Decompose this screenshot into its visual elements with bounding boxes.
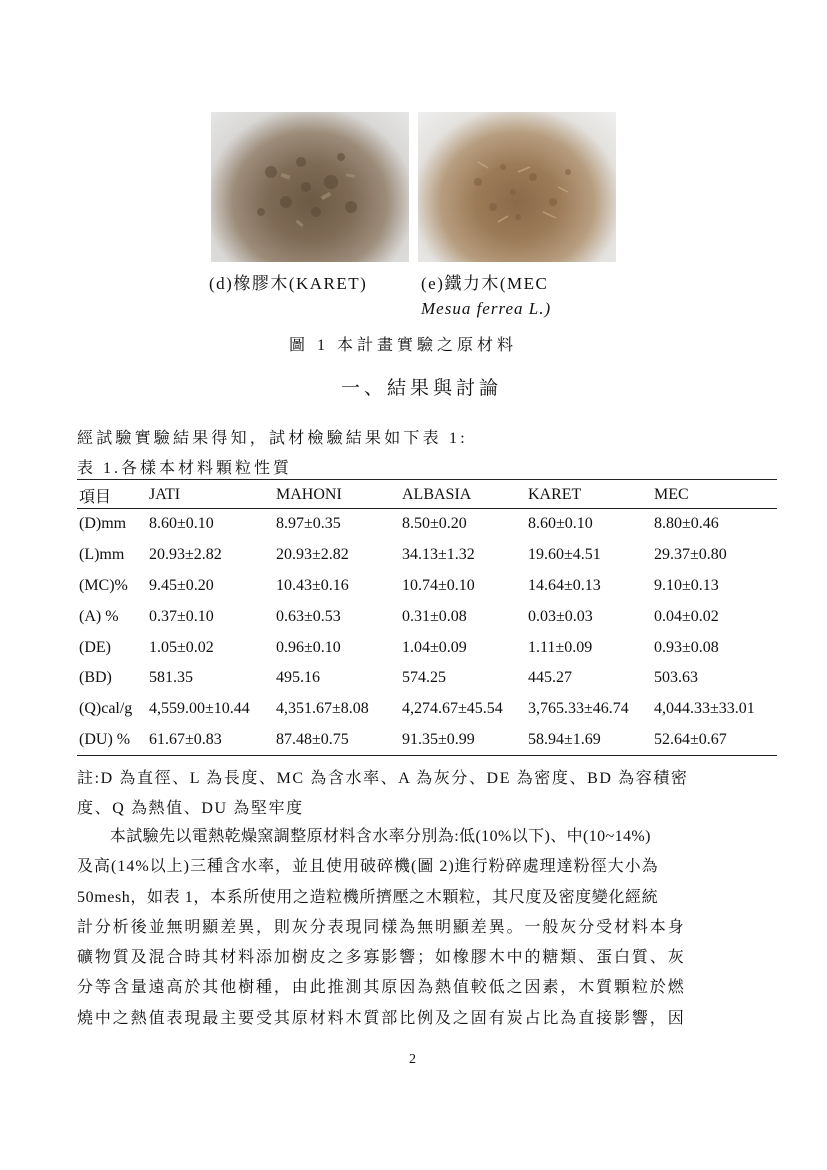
table-cell: 1.04±0.09 — [402, 638, 467, 656]
paragraph-line: 分等含量遠高於其他樹種，由此推測其原因為熱值較低之因素，木質顆粒於燃 — [77, 979, 686, 997]
row-label: (L)mm — [79, 546, 125, 564]
figure-caption: 圖 1 本計畫實驗之原材料 — [289, 337, 518, 354]
table-row — [77, 694, 777, 725]
wood-chip-texture-e — [418, 112, 616, 262]
caption-e-line1: (e)鐵力木(MEC — [421, 274, 549, 293]
row-label: (A) % — [79, 607, 119, 625]
table-row — [77, 632, 777, 663]
table-title: 表 1.各樣本材料顆粒性質 — [77, 460, 293, 477]
section-heading: 一、結果與討論 — [341, 378, 503, 399]
page-number: 2 — [409, 1052, 416, 1067]
table-cell: 8.97±0.35 — [276, 515, 341, 533]
table-cell: 8.50±0.20 — [402, 515, 467, 533]
row-label: (D)mm — [79, 515, 127, 533]
table-row — [77, 509, 777, 540]
intro-text: 經試驗實驗結果得知，試材檢驗結果如下表 1: — [77, 430, 468, 447]
paragraph-line: 及高(14%以上)三種含水率，並且使用破碎機(圖 2)進行粉碎處理達粉徑大小為 — [77, 858, 659, 876]
table-cell: 0.96±0.10 — [276, 638, 341, 656]
table-cell: 0.31±0.08 — [402, 607, 467, 625]
photo-rubberwood-chips — [211, 112, 409, 262]
photo-ironwood-chips — [418, 112, 616, 262]
table-row — [77, 725, 777, 756]
table-cell: 4,274.67±45.54 — [402, 700, 503, 718]
paragraph-line: 燒中之熱值表現最主要受其原材料木質部比例及之固有炭占比為直接影響，因 — [77, 1009, 686, 1027]
table-row — [77, 571, 777, 602]
table-note-line2: 度、Q 為熱值、DU 為堅牢度 — [77, 800, 304, 817]
table-cell: 0.93±0.08 — [654, 638, 719, 656]
table-row — [77, 601, 777, 632]
wood-chip-texture-d — [211, 112, 409, 262]
table-cell: 29.37±0.80 — [654, 546, 727, 564]
table-note-line1: 註:D 為直徑、L 為長度、MC 為含水率、A 為灰分、DE 為密度、BD 為容積密 — [77, 770, 689, 787]
column-header: MAHONI — [276, 486, 342, 503]
table-cell: 19.60±4.51 — [528, 546, 601, 564]
row-label: (Q)cal/g — [79, 700, 133, 718]
column-header: KARET — [528, 486, 582, 503]
table-cell: 14.64±0.13 — [528, 576, 601, 594]
table-cell: 581.35 — [149, 669, 193, 687]
table-cell: 58.94±1.69 — [528, 730, 601, 748]
table-cell: 445.27 — [528, 669, 572, 687]
paragraph-line: 計分析後並無明顯差異，則灰分表現同樣為無明顯差異。一般灰分受材料本身 — [77, 918, 686, 936]
column-header: MEC — [654, 486, 689, 503]
row-label: (DE) — [79, 638, 111, 656]
body-paragraph — [77, 822, 777, 1034]
table-cell: 34.13±1.32 — [402, 546, 475, 564]
row-label: (DU) % — [79, 730, 131, 748]
table-cell: 91.35±0.99 — [402, 730, 475, 748]
caption-e-line2: Mesua ferrea L.) — [421, 299, 552, 318]
paragraph-line: 本試驗先以電熱乾燥窯調整原材料含水率分別為:低(10%以下)、中(10~14%) — [77, 828, 651, 845]
table-cell: 4,559.00±10.44 — [149, 700, 250, 718]
table-cell: 61.67±0.83 — [149, 730, 222, 748]
table-cell: 0.63±0.53 — [276, 607, 341, 625]
table-cell: 0.03±0.03 — [528, 607, 593, 625]
table-cell: 4,044.33±33.01 — [654, 700, 755, 718]
row-label: (MC)% — [79, 576, 128, 594]
table-cell: 20.93±2.82 — [276, 546, 349, 564]
paragraph-line: 50mesh，如表 1，本系所使用之造粒機所擠壓之木顆粒，其尺度及密度變化經統 — [77, 888, 659, 906]
table-cell: 8.80±0.46 — [654, 515, 719, 533]
column-header: JATI — [149, 486, 181, 503]
table-cell: 10.43±0.16 — [276, 576, 349, 594]
table-header-row — [77, 481, 777, 509]
table-cell: 0.37±0.10 — [149, 607, 214, 625]
table-cell: 9.10±0.13 — [654, 576, 719, 594]
table-cell: 8.60±0.10 — [149, 515, 214, 533]
table-cell: 4,351.67±8.08 — [276, 700, 369, 718]
column-header: ALBASIA — [402, 486, 472, 503]
table-cell: 574.25 — [402, 669, 446, 687]
caption-d: (d)橡膠木(KARET) — [209, 274, 368, 293]
table-cell: 52.64±0.67 — [654, 730, 727, 748]
table-cell: 1.11±0.09 — [528, 638, 593, 656]
table-row — [77, 663, 777, 694]
table-cell: 1.05±0.02 — [149, 638, 214, 656]
table-top-rule — [77, 479, 777, 480]
particle-properties-table — [77, 481, 777, 755]
row-label: (BD) — [79, 669, 112, 687]
table-cell: 3,765.33±46.74 — [528, 700, 629, 718]
column-header: 項目 — [79, 488, 112, 506]
table-cell: 8.60±0.10 — [528, 515, 593, 533]
table-cell: 10.74±0.10 — [402, 576, 475, 594]
paragraph-line: 礦物質及混合時其材料添加樹皮之多寡影響；如橡膠木中的糖類、蛋白質、灰 — [77, 949, 686, 967]
table-cell: 20.93±2.82 — [149, 546, 222, 564]
table-cell: 9.45±0.20 — [149, 576, 214, 594]
table-cell: 87.48±0.75 — [276, 730, 349, 748]
table-row — [77, 540, 777, 571]
table-cell: 503.63 — [654, 669, 698, 687]
table-cell: 495.16 — [276, 669, 320, 687]
table-cell: 0.04±0.02 — [654, 607, 719, 625]
